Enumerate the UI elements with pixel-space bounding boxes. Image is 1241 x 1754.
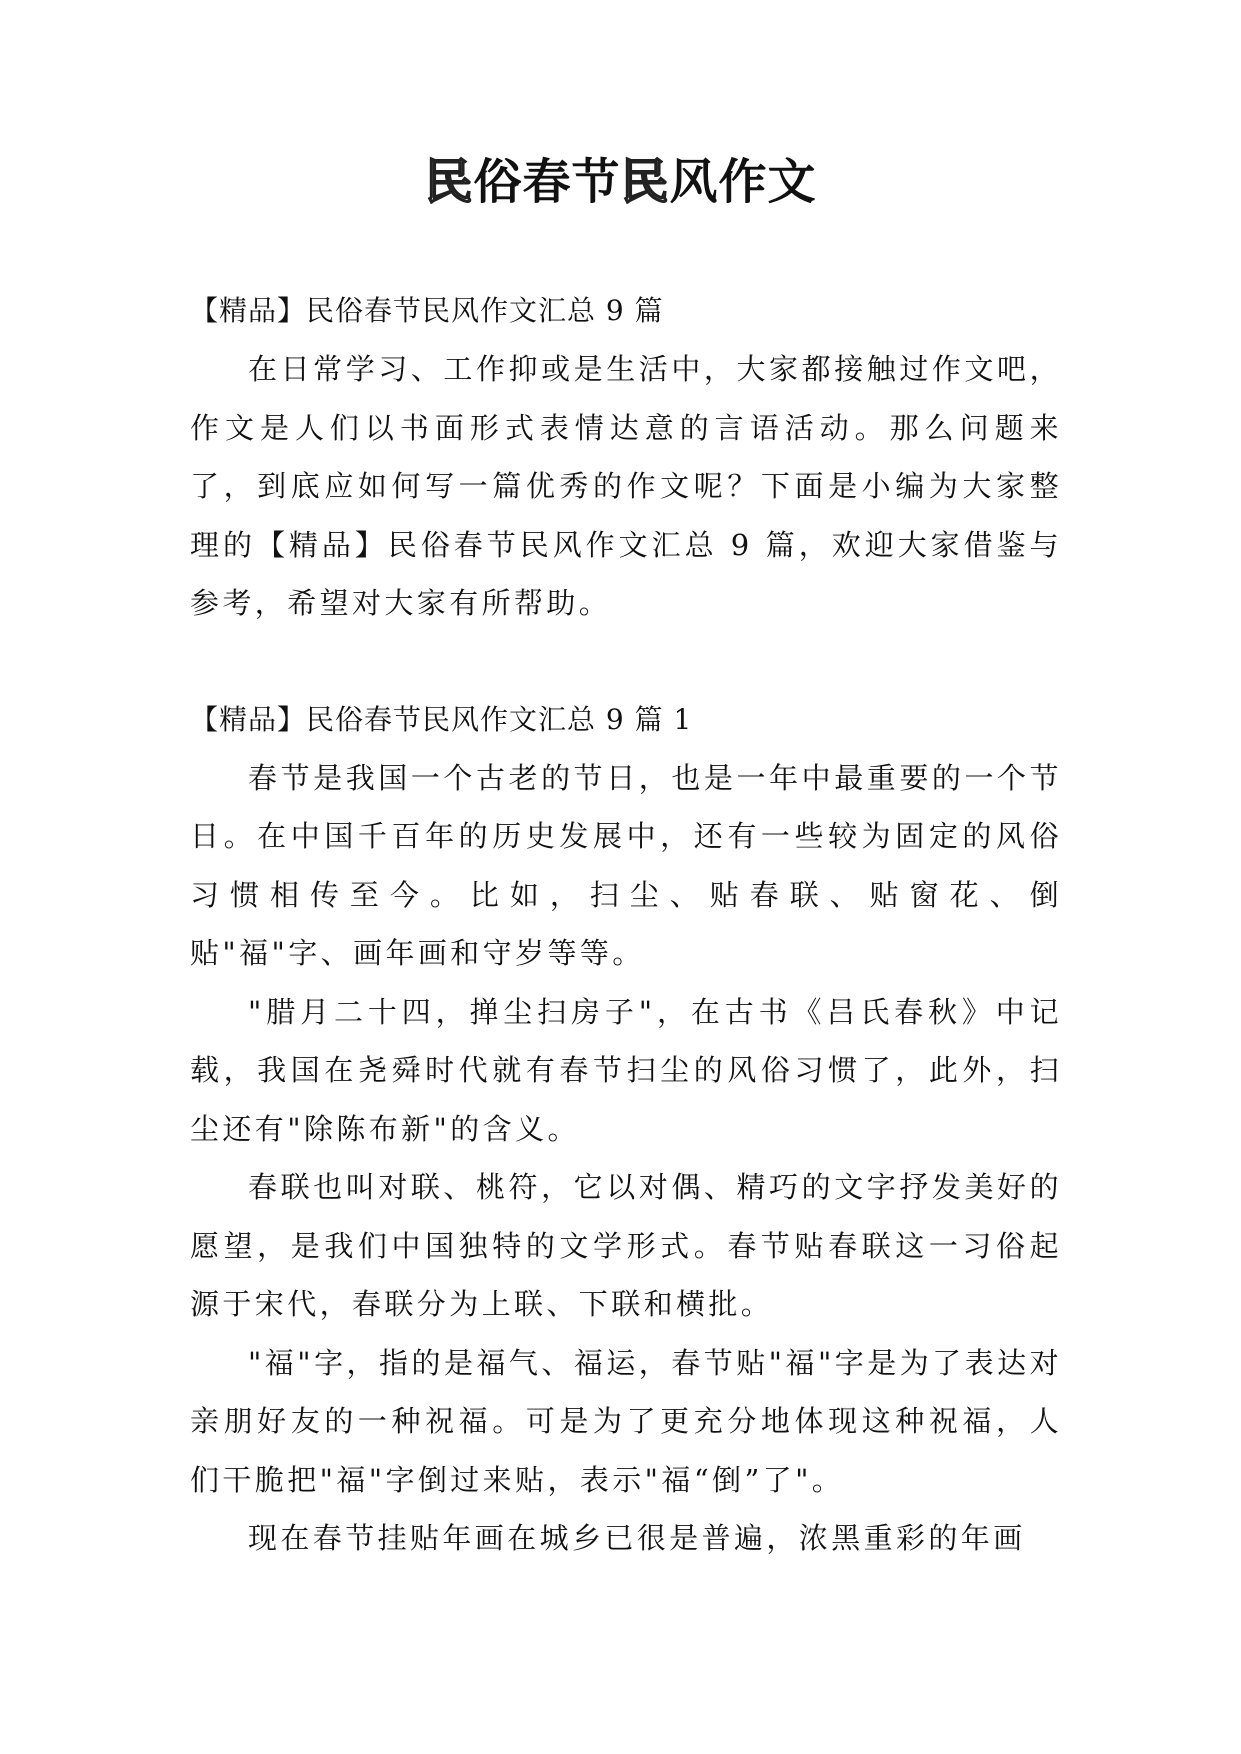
document-title bbox=[0, 150, 1241, 214]
intro-section bbox=[190, 282, 1062, 633]
essay-1-heading: 【精品】民俗春节民风作文汇总 9 篇 1 bbox=[190, 702, 693, 736]
intro-heading: 【精品】民俗春节民风作文汇总 9 篇 bbox=[190, 294, 664, 327]
title-text-2: 风作文 bbox=[669, 154, 817, 210]
title-outlined-char-1: 民 bbox=[424, 154, 474, 210]
document-body bbox=[190, 282, 1062, 1568]
essay-1-paragraph-2: "腊月二十四，掸尘扫房子"，在古书《吕氏春秋》中记载，我国在尧舜时代就有春节扫尘的风俗习惯了，此外，扫尘还有"除陈布新"的含义。 bbox=[190, 994, 1062, 1146]
essay-1-paragraph-4: "福"字，指的是福气、福运，春节贴"福"字是为了表达对亲朋好友的一种祝福。可是为了更充分地体现这种祝福，人们干脆把"福"字倒过来贴，表示"福“倒”了"。 bbox=[190, 1345, 1062, 1497]
essay-1-paragraph-1: 春节是我国一个古老的节日，也是一年中最重要的一个节日。在中国千百年的历史发展中，还有一些较为固定的风俗习惯相传至今。比如，扫尘、贴春联、贴窗花、倒贴"福"字、画年画和守岁等等。 bbox=[190, 760, 1062, 970]
title-outlined-char-2: 民 bbox=[620, 154, 670, 210]
essay-1-paragraph-5: 现在春节挂贴年画在城乡已很是普遍，浓黑重彩的年画 bbox=[248, 1521, 1026, 1555]
title-text-1: 俗春节 bbox=[473, 154, 621, 210]
essay-1-section bbox=[190, 691, 1062, 1568]
essay-1-paragraph-3: 春联也叫对联、桃符，它以对偶、精巧的文字抒发美好的愿望，是我们中国独特的文学形式。春节贴春联这一习俗起源于宋代，春联分为上联、下联和横批。 bbox=[190, 1170, 1062, 1321]
intro-paragraph: 在日常学习、工作抑或是生活中，大家都接触过作文吧，作文是人们以书面形式表情达意的言语活动。那么问题来了，到底应如何写一篇优秀的作文呢？下面是小编为大家整理的【精品】民俗春节民风作文汇总 9 篇，欢迎大家借鉴与参考，希望对大家有所帮助。 bbox=[190, 352, 1062, 620]
